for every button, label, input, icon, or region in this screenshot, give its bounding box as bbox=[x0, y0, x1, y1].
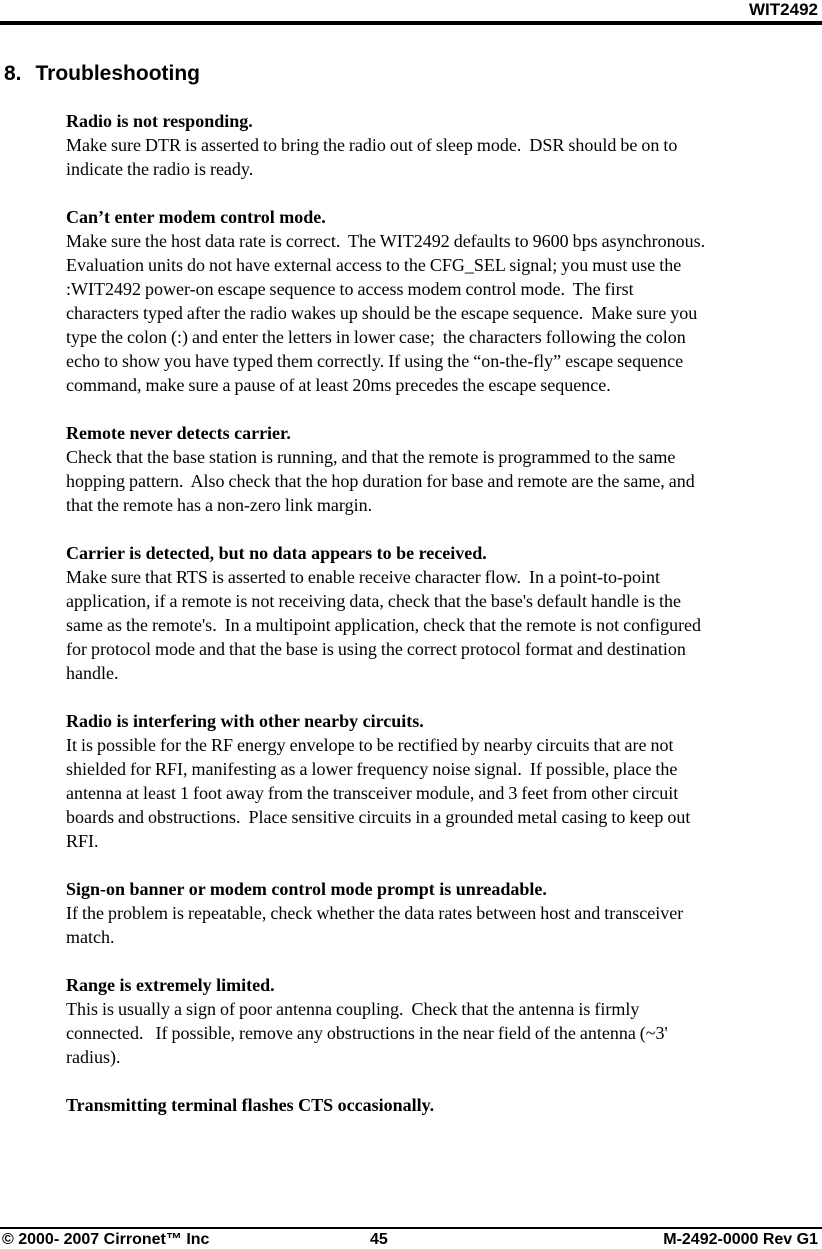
troubleshooting-entry bbox=[66, 109, 822, 181]
entry-body: Check that the base station is running, and that the remote is programmed to the same hopping pattern. Also check that the hop duration for base and remote are the same, and that the remote has a non-zero link margin. bbox=[66, 447, 695, 515]
entry-body: Make sure that RTS is asserted to enable receive character flow. In a point-to-point application, if a remote is not receiving data, check that the base's default handle is the same as the remote's. In a multipoint application, check that the remote is not configured for protocol mode and that the base is using the correct protocol format and destination handle. bbox=[66, 567, 702, 683]
troubleshooting-entry bbox=[66, 541, 822, 685]
troubleshooting-entry bbox=[66, 877, 822, 949]
entry-heading: Transmitting terminal flashes CTS occasionally. bbox=[66, 1095, 435, 1115]
entry-heading: Sign-on banner or modem control mode prompt is unreadable. bbox=[66, 879, 547, 899]
entry-heading: Carrier is detected, but no data appears to be received. bbox=[66, 543, 487, 563]
entry-body: This is usually a sign of poor antenna coupling. Check that the antenna is firmly connected. If possible, remove any obstructions in the near field of the antenna (~3' radius). bbox=[66, 999, 668, 1067]
entry-heading: Range is extremely limited. bbox=[66, 975, 275, 995]
footer-page-number: 45 bbox=[370, 1231, 388, 1248]
troubleshooting-entry bbox=[66, 973, 822, 1069]
section-title: Troubleshooting bbox=[35, 62, 200, 85]
entry-body: It is possible for the RF energy envelope to be rectified by nearby circuits that are not shielded for RFI, manifesting as a lower frequency noise signal. If possible, place the antenna at least 1 foot away from the transceiver module, and 3 feet from other circuit boards and obstructions. Place sensitive circuits in a grounded metal casing to keep out RFI. bbox=[66, 735, 691, 851]
section-number: 8. bbox=[4, 62, 22, 85]
footer-divider bbox=[0, 1227, 822, 1229]
troubleshooting-entry bbox=[66, 421, 822, 517]
troubleshooting-entry bbox=[66, 205, 822, 397]
troubleshooting-entry bbox=[66, 1093, 822, 1117]
footer-document-id: M-2492-0000 Rev G1 bbox=[663, 1231, 818, 1248]
footer-copyright: © 2000- 2007 Cirronet™ Inc bbox=[2, 1231, 210, 1248]
header-divider bbox=[0, 21, 822, 25]
entry-body: Make sure DTR is asserted to bring the radio out of sleep mode. DSR should be on to indicate the radio is ready. bbox=[66, 135, 678, 179]
entry-heading: Can’t enter modem control mode. bbox=[66, 207, 326, 227]
entry-heading: Radio is interfering with other nearby circuits. bbox=[66, 711, 424, 731]
entry-heading: Radio is not responding. bbox=[66, 111, 253, 131]
section-heading bbox=[4, 60, 200, 88]
entry-body: Make sure the host data rate is correct. The WIT2492 defaults to 9600 bps asynchronous. Evaluation units do not have external access to the CFG_SEL signal; you must use the :WIT2492 power-on escape sequence to access modem control mode. The first characters typed after the radio wakes up should be the escape sequence. Make sure you type the colon (:) and enter the letters in lower case; the characters following the colon echo to show you have typed them correctly. If using the “on-the-fly” escape sequence command, make sure a pause of at least 20ms precedes the escape sequence. bbox=[66, 231, 706, 395]
entry-body: If the problem is repeatable, check whether the data rates between host and transceiver match. bbox=[66, 903, 684, 947]
troubleshooting-content bbox=[66, 109, 822, 1141]
troubleshooting-entry bbox=[66, 709, 822, 853]
entry-heading: Remote never detects carrier. bbox=[66, 423, 291, 443]
document-header-title: WIT2492 bbox=[749, 0, 818, 19]
